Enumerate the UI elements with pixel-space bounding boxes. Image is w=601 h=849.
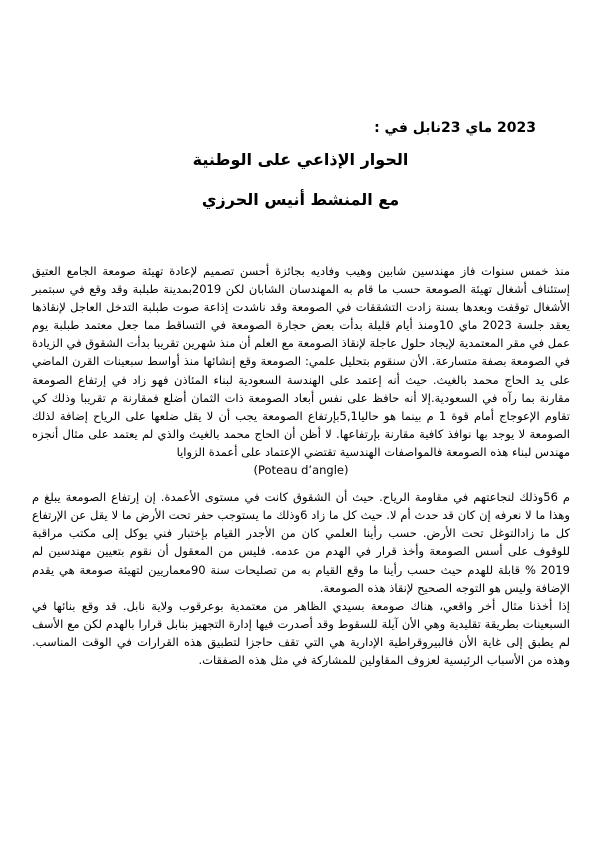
paragraph-spacer — [32, 479, 570, 488]
document-title: الحوار الإذاعي على الوطنية — [192, 150, 409, 169]
article-body — [32, 262, 570, 669]
paragraph-term: (Poteau d’angle) — [253, 463, 349, 478]
document-subtitle: مع المنشط أنيس الحرزي — [201, 190, 400, 209]
date-line: 2023 ماي 23نابل في : — [374, 120, 536, 136]
paragraph-2: م 56وذلك لنجاعتهم في مقاومة الرياح. حيث أن الشقوق كانت في مستوى الأعمدة. إن إرتفاع الصومعة يبلغ م وهذا ما لا نعرفه إن كان قد حدث أم لا. حيث كل ما زاد 6وذلك ما يستوجب حفر تحت الأرض ما لا يقل عن الإرتفاع كل ما زادالتوغل تحت الأرض. حسب رأينا العلمي كان من الأجدر القيام بإختبار فني يوكل إلى مكتب مراقبة للوقوف على أسس الصومعة وأخذ قرار في الهدم من عدمه. فليس من المعقول أن نقوم بتعيين مهندسين لم 2019 % قابلة للهدم حيث حسب رأينا ما وقع القيام به من تصليحات سنة 90معماريين لتهيئة صومعة هي يقدم الإضافة وليس هو التوجه الصحيح لإنقاذ هذه الصومعة. — [32, 490, 571, 595]
paragraph-3: إذا أخذنا مثال أخر واقعي، هناك صومعة بسيدي الظاهر من معتمدية بوعرقوب ولاية نابل. قد وقع بنائها في السبعينات بطريقة تقليدية وهي الأن آيلة للسقوط وقد أصدرت فيها إدارة التجهيز بنابل قرارا بالهدم لكن مع الأسف لم يطبق إلى غاية الأن فالبيروقراطية الإدارية هي التي تقف حاجزا لتطبيق هذه القرارات في الوقت المناسب. وهذه من الأسباب الرئيسية لعزوف المقاولين للمشاركة في مثل هذه الصفقات. — [32, 598, 570, 667]
paragraph-1: منذ خمس سنوات فاز مهندسين شابين وهيب وفاديه بجائزة أحسن تصميم لإعادة تهيئة صومعة الجامع العتيق إستئناف أشغال تهيئة الصومعة حسب ما قام به المهندسان الشابان لكن 2019بمدينة طبلبة وقد وقع في سبتمبر الأشغال توقفت وبعدها بسنة زادت التشققات في الصومعة وقد ناشدت إذاعة صوت طبلبة التدخل العاجل لإنقاذها يعقد جلسة 2023 ماي 10ومنذ أيام قليلة بدأت بعض حجارة الصومعة في التساقط مما جعل معتمد طبلبة يوم عمل في مقر المعتمدية لإيجاد حلول عاجلة لإنقاذ الصومعة مع العلم أن منذ شهرين تقريبا بدأت الشقوق في الزيادة في الصومعة بصفة متسارعة. الأن سنقوم بتحليل علمي: الصومعة وقع إنشائها منذ أواسط سبعينات القرن الماضي على يد الحاج محمد بالغيث. حيث أنه إعتمد على الهندسة السعودية لبناء المئاذن فهو زاد في إرتفاع الصومعة مقارنة بما رآه في السعودية.إلا أنه حافظ على نفس أبعاد الصومعة ذات الثمان أضلع فمقارنة م تقريبا وذلك كي تقاوم الإعوجاج أمام قوة 1 م بينما هو حاليا5,1بإرتفاع الصومعة يجب أن لا يقل ضلعها على الرياح إضافة لذلك الصومعة لا يوجد بها نوافذ كافية مقارنة بإرتفاعها. لا أظن أن الحاج محمد بالغيث والذي لم يعتمد على مثال أنجزه مهندس لبناء هذه الصومعة فالمواصفات الهندسية تقتضي الإعتماد على أعمدة الزوايا — [32, 264, 571, 459]
